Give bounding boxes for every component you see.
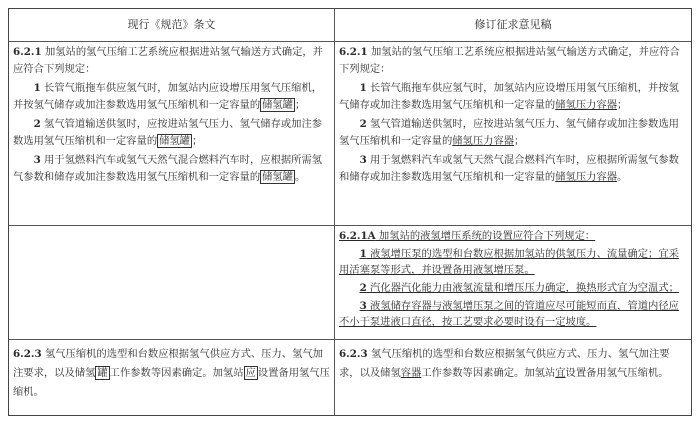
underlined-term: 储氢压力容器 (452, 134, 515, 147)
item-number: 1 (359, 82, 367, 94)
clause-intro: 加氢站的氢气压缩工艺系统应根据进站氢气输送方式确定，并应符合下列规定： (13, 46, 323, 75)
item-punct: 。 (617, 170, 628, 183)
item-text: 汽化器汽化能力由液氢流量和增压压力确定，换热形式宜为空温式； (366, 282, 679, 294)
item-text: 氢气管道输送供氢时，应按进站氢气压力、氢气储存或加注参数选用氢气压缩机和一定容量的 (339, 118, 679, 147)
item-number: 1 (33, 82, 41, 94)
item-text: 氢气管道输送供氢时，应按进站氢气压力、氢气储存或加注参数选用氢气压缩机和一定容量的 (13, 118, 323, 147)
underlined-term: 储氢压力容器 (555, 98, 618, 111)
item-punct: ； (617, 98, 628, 111)
header-revision-draft: 修订征求意见稿 (474, 18, 552, 31)
item-number: 1 (359, 248, 367, 260)
clause-text: 工作参数等因素确定。加氢站 (109, 367, 244, 379)
right-clause-6-2-1a (339, 228, 687, 338)
item-text: 液氢储存容器与液氢增压泵之间的管道应尽可能短而直，管道内径应不小于泵进液口直径，按工艺要求必要时设有一定坡度。 (339, 300, 679, 328)
clause-text: 设置备用氢气压缩机。 (13, 367, 330, 398)
column-divider (334, 9, 335, 415)
right-clause-6-2-1 (339, 44, 687, 224)
item-text: 液氢增压泵的选型和台数应根据加氢站的供氢压力、流量确定；宜采用活塞泵等形式，并设置备用液氢增压泵。 (339, 248, 679, 276)
item-punct: ； (295, 98, 306, 111)
header-divider (9, 41, 691, 42)
clause-text: 氢气压缩机的选型和台数应根据氢气供应方式、压力、氢气加注要求，以及储氢 (339, 348, 670, 379)
clause-number: 6.2.1 (13, 46, 42, 58)
clause-text: 氢气压缩机的选型和台数应根据氢气供应方式、压力、氢气加注要求，以及储氢 (13, 348, 323, 379)
right-clause-6-2-3 (339, 345, 687, 415)
clause-intro: 加氢站的液氢增压系统的设置应符合下列规定： (375, 230, 596, 242)
clause-text: 工作参数等因素确定。加氢站 (421, 367, 556, 379)
row-divider-2 (9, 339, 691, 340)
underlined-term: 宜 (555, 367, 566, 379)
item-text: 用于氢燃料汽车或氢气天然气混合燃料汽车时，应根据所需氢气参数和储存或加注参数选用氢气压缩机和一定容量的 (339, 154, 679, 183)
boxed-term: 罐 (97, 367, 108, 379)
underlined-term: 容器 (400, 367, 422, 379)
clause-text: 设置备用氢气压缩机。 (565, 367, 669, 379)
left-clause-6-2-3 (13, 345, 330, 415)
item-number: 3 (359, 300, 367, 312)
boxed-term: 储氢罐 (262, 170, 294, 183)
underlined-term: 储氢压力容器 (555, 170, 618, 183)
item-number: 3 (359, 154, 367, 166)
clause-intro: 加氢站的氢气压缩工艺系统应根据进站氢气输送方式确定，并应符合下列规定： (339, 46, 680, 75)
item-punct: ； (192, 134, 203, 147)
left-clause-6-2-1 (13, 44, 330, 224)
item-number: 2 (33, 118, 41, 130)
item-number: 2 (359, 282, 367, 294)
header-current-code: 现行《规范》条文 (127, 18, 216, 31)
row-divider-1 (9, 225, 691, 226)
item-punct: ； (514, 134, 525, 147)
clause-number: 6.2.1A (339, 230, 376, 242)
item-number: 3 (33, 154, 41, 166)
item-number: 2 (359, 118, 367, 130)
boxed-term: 储氢罐 (262, 98, 294, 111)
item-punct: 。 (295, 170, 306, 183)
clause-number: 6.2.3 (339, 348, 368, 360)
clause-number: 6.2.1 (339, 46, 368, 58)
clause-number: 6.2.3 (13, 348, 42, 360)
item-text: 用于氢燃料汽车或氢气天然气混合燃料汽车时，应根据所需氢气参数和储存或加注参数选用氢气压缩机和一定容量的 (13, 154, 323, 183)
boxed-term: 应 (245, 367, 256, 379)
comparison-table (8, 8, 692, 416)
item-text: 长管气瓶拖车供应氢气时，加氢站内应设增压用氢气压缩机，并按氢气储存或加注参数选用氢气压缩机和一定容量的 (339, 82, 679, 111)
boxed-term: 储氢罐 (159, 134, 191, 147)
item-text: 长管气瓶拖车供应氢气时，加氢站内应设增压用氢气压缩机，并按氢气储存或加注参数选用氢气压缩机和一定容量的 (13, 82, 323, 111)
